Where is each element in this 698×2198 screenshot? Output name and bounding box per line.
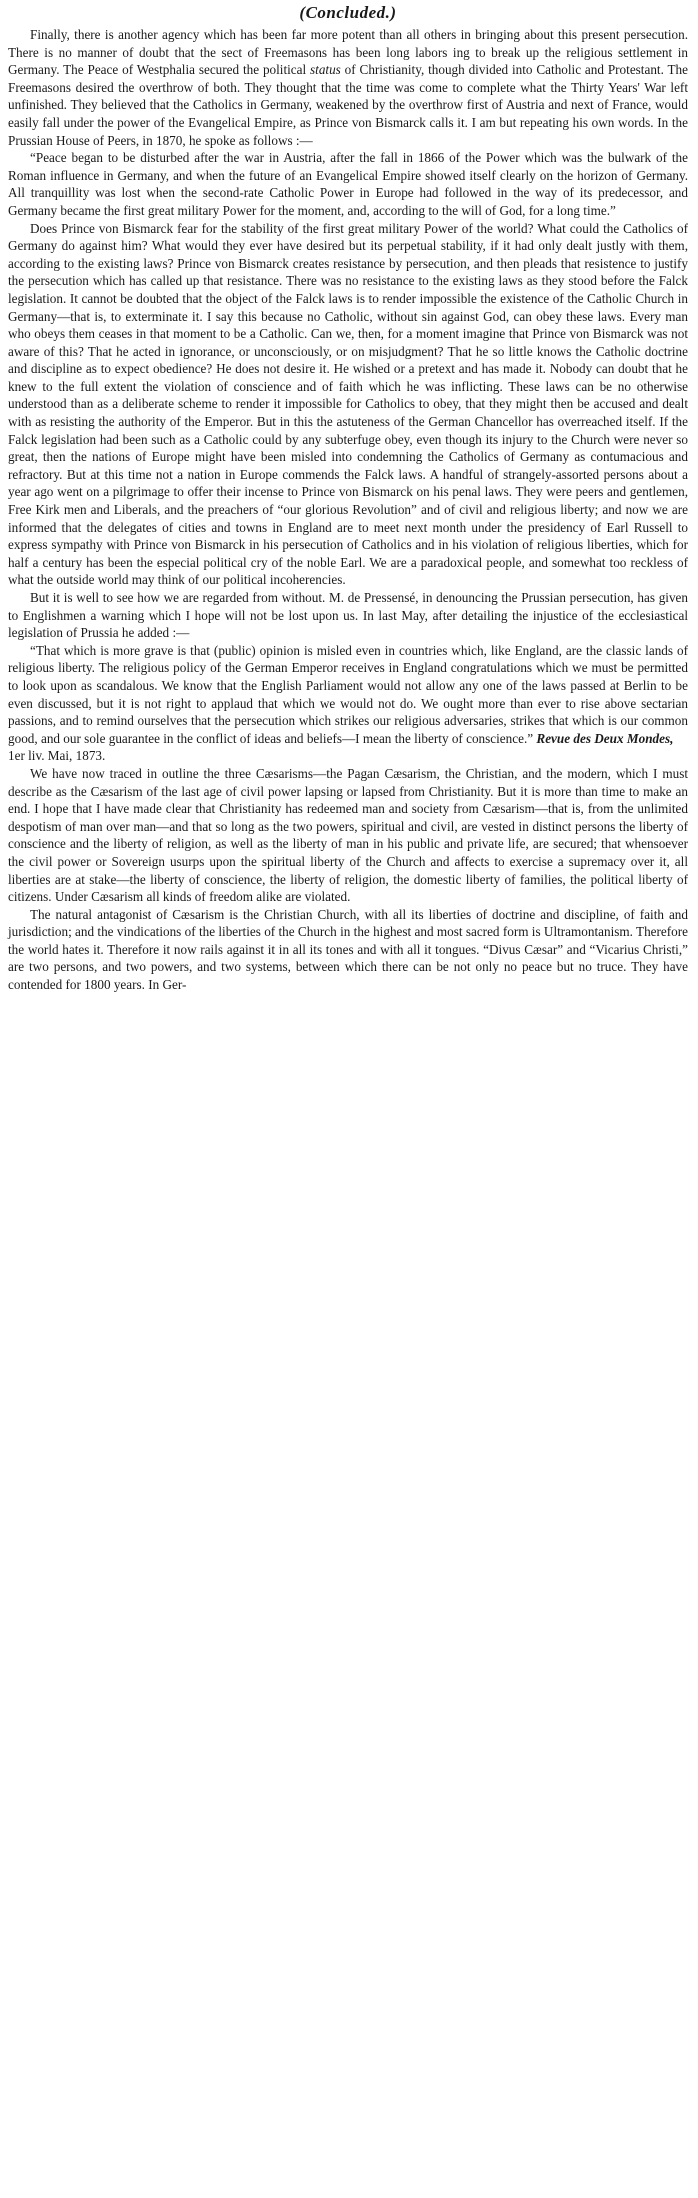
paragraph-freemasons (8, 26, 688, 149)
quote-text: “That which is more grave is that (public) opinion is misled even in countries which, like England, are the classic lands of religious liberty. The religious policy of the German Emperor receives in England congratulations which we must be permitted to look upon as scandalous. We know that the English Parliament would not allow any one of the laws passed at Berlin to be even discussed, but it is not right to applaud that which we would not do. We ought more than ever to rise above sectarian passions, and to remind ourselves that the persecution which strikes our religious adversaries, strikes that which is our common good, and our sole guarantee in the conflict of ideas and beliefs—I mean the liberty of conscience.” (8, 642, 688, 746)
quote-revue (8, 642, 688, 765)
citation-title: Revue des Deux Mondes, (536, 730, 674, 746)
paragraph-pressense: But it is well to see how we are regarded from without. M. de Pressensé, in denouncing the Prussian persecution, has given to Englishmen a warning which I hope will not be lost upon us. In last May, after detailing the injustice of the ecclesiastical legislation of Prussia he added :— (8, 590, 688, 641)
paragraph-falck-laws: Does Prince von Bismarck fear for the stability of the first great military Power of the world? What could the Catholics of Germany do against him? What would they ever have desired but its perpetual stability, if it had only dealt justly with them, according to the existing laws? Prince von Bismarck creates resistance by persecution, and then pleads that resistence to justify the persecution which has called up that resistance. There was no resistance to the existing laws as they stood before the Falck legislation. It cannot be doubted that the object of the Falck laws is to render impossible the existence of the Catholic Church in Germany—that is, to exterminate it. I say this because no Catholic, without sin against God, can obey these laws. Every man who obeys them ceases in that moment to be a Catholic. Can we, then, for a moment imagine that Prince von Bismarck was not aware of this? That he acted in ignorance, or unconsciously, or on misjudgment? That he so little knows the Catholic doctrine and discipline as to expect obedience? He does not desire it. He wished or a pretext and has made it. Nobody can doubt that he knew to the full extent the violation of conscience and of faith which he was inflicting. These laws can be no otherwise understood than as a deliberate scheme to render it impossible for Catholics to obey, that they might then be accused and dealt with as resisting the authority of the Emperor. But in this the astuteness of the German Chancellor has overreached itself. If the Falck legislation had been such as a Catholic could by any subterfuge obey, even though its injury to the Church were never so great, then the nations of Europe might have been misled into condemning the Catholics of Germany as contumacious and refractory. But at this time not a nation in Europe commends the Falck laws. A handful of strangely-assorted persons about a year ago went on a pilgrimage to offer their incense to Prince von Bismarck on his penal laws. They were peers and gentlemen, Free Kirk men and Liberals, and the preachers of “our glorious Revolution” and of civil and religious liberty; and now we are informed that the delegates of cities and towns in England are to meet next month under the presidency of Earl Russell to express sympathy with Prince von Bismarck in his persecution of Catholics and in his violation of religious liberties, which for half a century has been the especial political cry of the noble Earl. We are a paradoxical people, and somewhat too reckless of what the outside world may think of our political incoherencies. (8, 220, 688, 588)
italic-word: status (310, 62, 341, 78)
paragraph-text: of Christianity, though divided into Catholic and Protestant. The Freemasons desired the overthrow of both. They thought that the time was come to complete what the Thirty Years' War left unfinished. They believed that the Catholics in Germany, weakened by the overthrow first of Austria and next of France, would easily fall under the power of the Evangelical Empire, as Prince von Bismarck calls it. I am but repeating his own words. In the Prussian House of Peers, in 1870, he spoke as follows :— (8, 62, 689, 148)
citation-date: 1er liv. Mai, 1873. (8, 748, 106, 764)
paragraph-antagonist: The natural antagonist of Cæsarism is the Christian Church, with all its liberties of doctrine and discipline, of faith and jurisdiction; and the vindications of the liberties of the Church in the highest and most sacred form is Ultramontanism. Therefore the world hates it. Therefore it now rails against it in all its tones and with all it tongues. “Divus Cæsar” and “Vicarius Christi,” are two persons, and two powers, and two systems, between which there can be not only no peace but no truce. They have contended for 1800 years. In Ger- (8, 906, 688, 993)
paragraph-text: Finally, there is another agency which has been far more potent than all others in bringing about this present persecution. There is no manner of doubt that the sect of Freemasons has been long labors ing to break up the religious settlement in Germany. The Peace of Westphalia secured the political (8, 27, 688, 78)
article-heading: (Concluded.) (299, 3, 397, 22)
quote-bismarck: “Peace began to be disturbed after the war in Austria, after the fall in 1866 of the Power which was the bulwark of the Roman influence in Germany, and when the future of an Evangelical Empire showed itself clearly on the horizon of Germany. All tranquillity was lost when the second-rate Catholic Power in Europe had followed in the way of its predecessor, and Germany became the first great military Power for the moment, and, according to the will of God, for a long time.” (8, 150, 688, 218)
paragraph-caesarisms: We have now traced in outline the three Cæsarisms—the Pagan Cæsarism, the Christian, and the modern, which I must describe as the Cæsarism of the last age of civil power lapsing or lapsed from Christianity. But it is more than time to make an end. I hope that I have made clear that Christianity has redeemed man and society from Cæsarism—that is, from the unlimited despotism of man over man—and that so long as the two powers, spiritual and civil, are vested in distinct persons the liberty of conscience and the liberty of religion, as well as the liberty of man in his public and private life, are secured; that whensoever the civil power or Sovereign usurps upon the spiritual liberty of the Church and affects to exercise a supremacy over it, all liberties are at stake—the liberty of conscience, the liberty of religion, the domestic liberty of families, the political liberty of citizens. Under Cæsarism all kinds of freedom alike are violated. (8, 765, 688, 905)
